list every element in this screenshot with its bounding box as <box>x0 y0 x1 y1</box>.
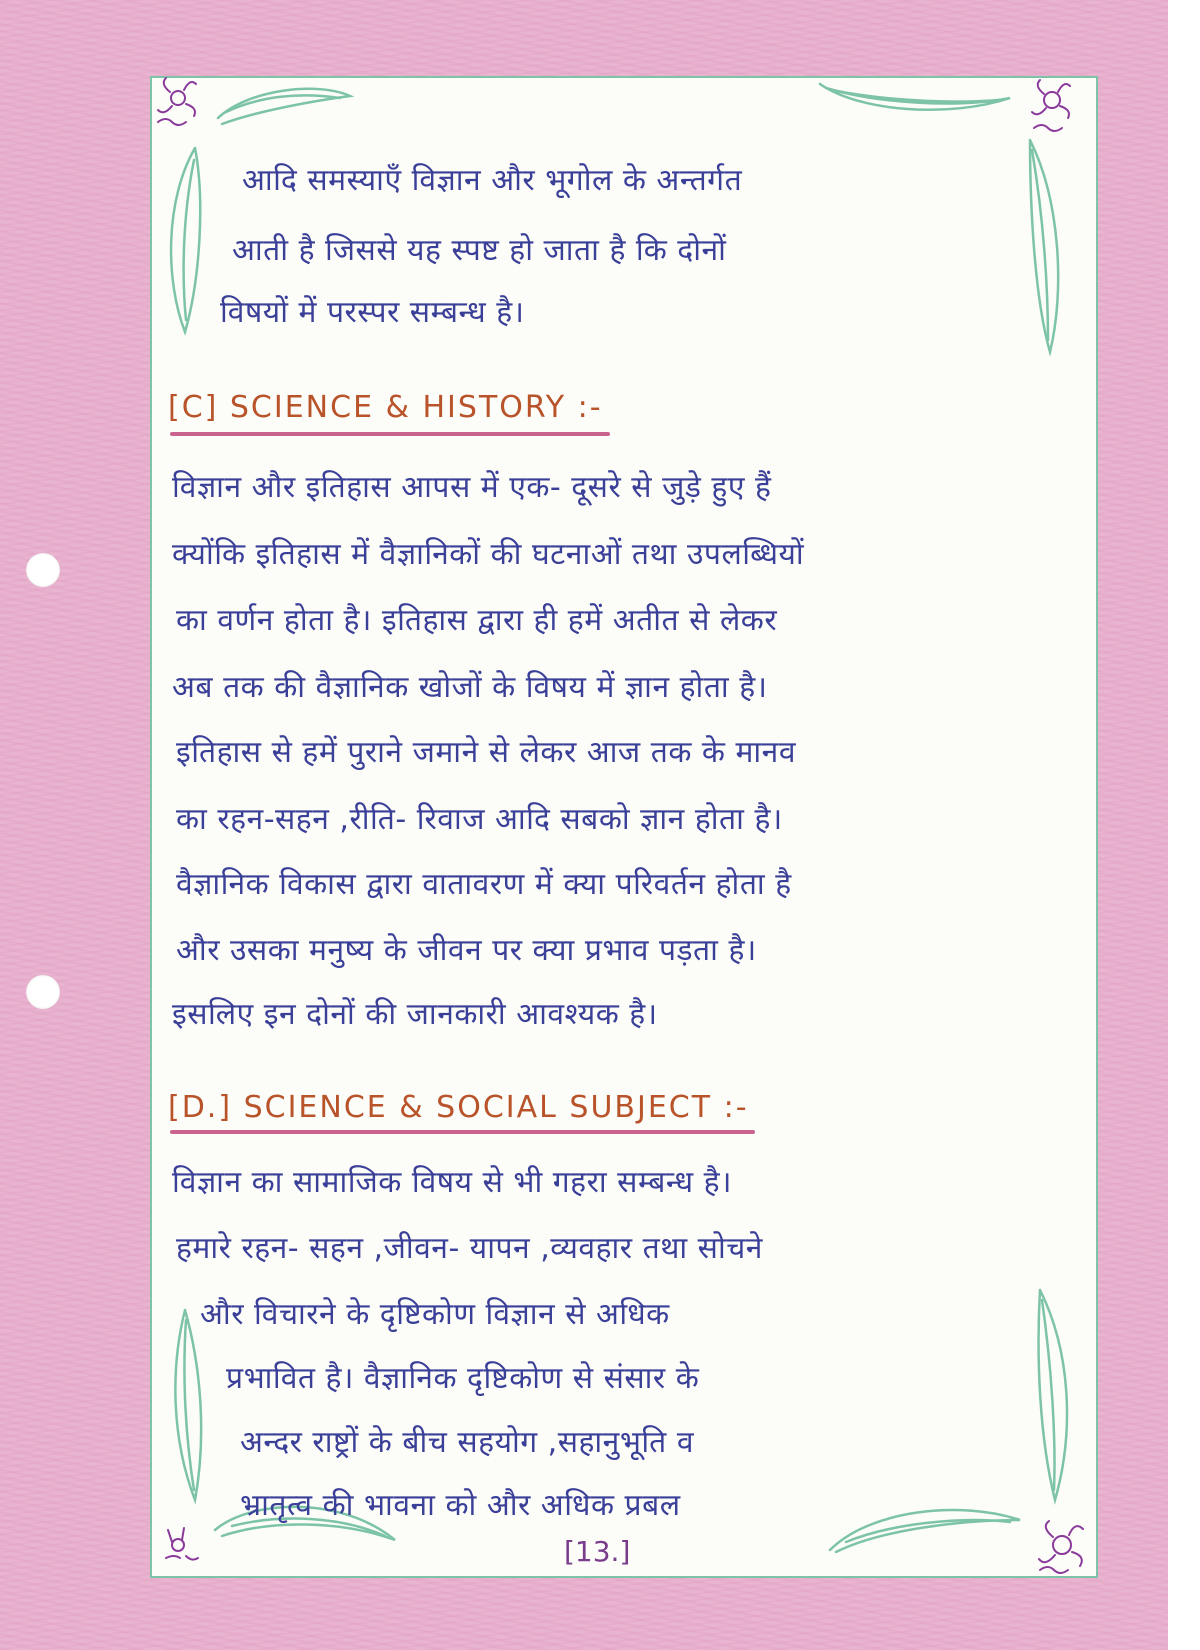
section-c-line: और उसका मनुष्य के जीवन पर क्या प्रभाव पड़ता है। <box>176 933 757 968</box>
flower-doodle-icon <box>1032 80 1070 131</box>
section-d-line: विज्ञान का सामाजिक विषय से भी गहरा सम्बन्ध है। <box>172 1165 732 1200</box>
section-d-heading: [D.] SCIENCE & SOCIAL SUBJECT :- <box>168 1090 749 1125</box>
section-c-underline <box>170 432 610 436</box>
leaf-swirl-icon <box>830 1510 1020 1552</box>
section-c-line: क्योंकि इतिहास में वैज्ञानिकों की घटनाओं तथा उपलब्धियों <box>172 537 805 572</box>
leaf-swirl-icon <box>175 1310 201 1500</box>
leaf-swirl-icon <box>1030 140 1058 352</box>
section-c-line: का वर्णन होता है। इतिहास द्वारा ही हमें अतीत से लेकर <box>176 603 778 638</box>
leaf-swirl-icon <box>1039 1290 1067 1500</box>
intro-line: विषयों में परस्पर सम्बन्ध है। <box>220 295 525 330</box>
section-c-heading: [C] SCIENCE & HISTORY :- <box>168 390 603 425</box>
page-number: [13.] <box>564 1535 631 1568</box>
section-d-underline <box>170 1130 755 1134</box>
section-c-line: इतिहास से हमें पुराने जमाने से लेकर आज तक के मानव <box>176 735 797 770</box>
leaf-swirl-icon <box>171 148 200 332</box>
flower-doodle-icon <box>166 1528 198 1560</box>
section-c-line: इसलिए इन दोनों की जानकारी आवश्यक है। <box>172 997 658 1032</box>
intro-line: आदि समस्याएँ विज्ञान और भूगोल के अन्तर्गत <box>242 163 743 198</box>
flower-doodle-icon <box>158 78 196 125</box>
section-d-line: अन्दर राष्ट्रों के बीच सहयोग ,सहानुभूति व <box>240 1425 695 1460</box>
section-c-line: विज्ञान और इतिहास आपस में एक- दूसरे से जुड़े हुए हैं <box>172 470 772 505</box>
section-c-line: वैज्ञानिक विकास द्वारा वातावरण में क्या परिवर्तन होता है <box>176 867 792 902</box>
section-c-line: अब तक की वैज्ञानिक खोजों के विषय में ज्ञान होता है। <box>172 670 768 705</box>
leaf-swirl-icon <box>820 84 1010 110</box>
section-d-line: और विचारने के दृष्टिकोण विज्ञान से अधिक <box>200 1297 670 1332</box>
flower-doodle-icon <box>1039 1521 1083 1573</box>
section-d-line: हमारे रहन- सहन ,जीवन- यापन ,व्यवहार तथा सोचने <box>176 1231 763 1266</box>
section-d-line: प्रभावित है। वैज्ञानिक दृष्टिकोण से संसार के <box>226 1361 700 1396</box>
section-c-line: का रहन-सहन ,रीति- रिवाज आदि सबको ज्ञान होता है। <box>176 802 783 837</box>
leaf-swirl-icon <box>218 89 350 124</box>
section-d-line: भ्रातृत्व की भावना को और अधिक प्रबल <box>240 1488 681 1523</box>
intro-line: आती है जिससे यह स्पष्ट हो जाता है कि दोनों <box>232 233 727 268</box>
